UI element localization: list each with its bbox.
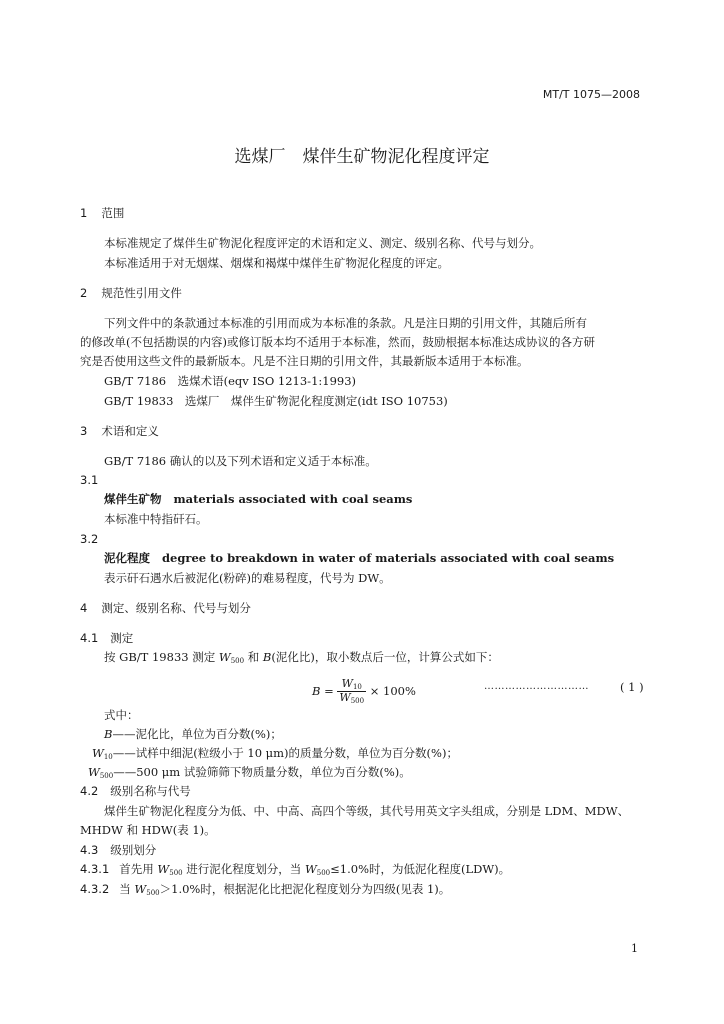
section-number: 4: [80, 601, 88, 615]
var-w: W: [88, 765, 100, 779]
subscript: 500: [146, 889, 160, 897]
text-run: ——试样中细泥(粒级小于 10 μm)的质量分数，单位为百分数(%)；: [112, 746, 458, 760]
variable-definition: [92, 746, 458, 761]
page-title: 选煤厂 煤伴生矿物泥化程度评定: [234, 147, 490, 167]
clause-number: 3.2: [80, 532, 99, 546]
clause-title: 级别名称与代号: [110, 784, 191, 798]
section-title: 范围: [101, 206, 125, 220]
text-run: ＞1.0%时，根据泥化比把泥化程度划分为四级(见表 1)。: [159, 882, 451, 896]
clause-title: 级别划分: [110, 843, 157, 857]
var-w: W: [304, 862, 317, 876]
where-label: 式中：: [104, 708, 139, 722]
formula-lhs: B: [312, 683, 321, 698]
term-entry: [104, 492, 412, 507]
formula-fraction: [337, 678, 366, 703]
var-w: W: [218, 650, 231, 664]
text-run: 和: [244, 650, 263, 664]
paragraph-line: 究是否使用这些文件的最新版本。凡是不注日期的引用文件，其最新版本适用于本标准。: [80, 354, 529, 368]
variable-definition: [104, 727, 282, 742]
section-3-heading: [80, 424, 159, 439]
section-number: 1: [80, 206, 88, 220]
var-w: W: [92, 746, 104, 760]
term-en: materials associated with coal seams: [173, 492, 413, 506]
text-run: (泥化比)，取小数点后一位，计算公式如下：: [271, 650, 499, 664]
term-cn: 煤伴生矿物: [104, 492, 162, 506]
formula-tag: ( 1 ): [620, 680, 644, 694]
clause-4-2-heading: [80, 784, 191, 799]
page-number: 1: [631, 942, 638, 955]
fraction-denominator: [337, 692, 366, 704]
paragraph-line: 下列文件中的条款通过本标准的引用而成为本标准的条款。凡是注日期的引用文件，其随后所有: [104, 316, 587, 330]
text-run: ——500 μm 试验筛筛下物质量分数，单位为百分数(%)。: [113, 765, 411, 779]
subscript: 500: [99, 772, 114, 780]
paragraph: GB/T 7186 确认的以及下列术语和定义适于本标准。: [104, 454, 377, 468]
section-number: 2: [80, 286, 88, 300]
subscript: 500: [230, 657, 245, 665]
paragraph: [104, 650, 499, 665]
subscript: 500: [169, 869, 183, 877]
var-w: W: [157, 862, 170, 876]
text-run: ≤1.0%时，为低泥化程度(LDW)。: [330, 862, 511, 876]
clause-number: 4.3.2: [80, 882, 110, 896]
clause-4-3-heading: [80, 843, 156, 858]
term-entry: [104, 551, 614, 566]
text-run: 当: [119, 882, 135, 896]
section-2-heading: [80, 286, 182, 301]
term-cn: 泥化程度: [104, 551, 150, 565]
clause-number: 4.3.1: [80, 862, 110, 876]
formula-eq: =: [320, 683, 338, 698]
reference-item: GB/T 7186 选煤术语(eqv ISO 1213-1:1993): [104, 374, 357, 388]
paragraph-line: 的修改单(不包括勘误的内容)或修订版本均不适用于本标准，然而，鼓励根据本标准达成协议的各方研: [80, 335, 595, 349]
section-4-heading: [80, 601, 251, 616]
clause-4-3-2: [80, 882, 450, 897]
section-1-heading: [80, 206, 124, 221]
reference-item: GB/T 19833 选煤厂 煤伴生矿物泥化程度测定(idt ISO 10753): [104, 394, 448, 408]
subscript: 500: [350, 696, 365, 705]
section-title: 测定、级别名称、代号与划分: [101, 601, 251, 615]
clause-4-1-heading: [80, 631, 133, 646]
var-w: W: [339, 690, 351, 704]
paragraph: 本标准适用于对无烟煤、烟煤和褐煤中煤伴生矿物泥化程度的评定。: [104, 256, 449, 270]
text-run: 首先用: [119, 862, 158, 876]
formula: [312, 673, 416, 709]
clause-4-3-1: [80, 862, 510, 877]
text-run: 进行泥化程度划分，当: [182, 862, 305, 876]
formula-rhs: × 100%: [366, 683, 416, 698]
clause-title: 测定: [110, 631, 134, 645]
section-title: 术语和定义: [101, 424, 159, 438]
subscript: 500: [316, 869, 331, 877]
section-title: 规范性引用文件: [101, 286, 182, 300]
var-b: B: [262, 650, 272, 664]
term-en: degree to breakdown in water of materials associated with coal seams: [162, 551, 615, 565]
subscript: 10: [352, 683, 362, 692]
text-run: ——泥化比，单位为百分数(%)；: [112, 727, 282, 741]
var-w: W: [134, 882, 147, 896]
paragraph: 本标准规定了煤伴生矿物泥化程度评定的术语和定义、测定、级别名称、代号与划分。: [104, 236, 541, 250]
term-definition: 本标准中特指矸石。: [104, 512, 208, 526]
doc-code: MT/T 1075—2008: [542, 88, 640, 101]
section-number: 3: [80, 424, 88, 438]
paragraph-line: 煤伴生矿物泥化程度分为低、中、中高、高四个等级，其代号用英文字头组成，分别是 LDM、MDW、: [104, 804, 630, 818]
variable-definition: [88, 765, 411, 780]
clause-number: 4.1: [80, 631, 99, 645]
var-b: B: [104, 727, 113, 741]
text-run: 按 GB/T 19833 测定: [104, 650, 219, 664]
var-w: W: [341, 677, 353, 691]
subscript: 10: [103, 753, 113, 761]
clause-number: 3.1: [80, 473, 99, 487]
term-definition: 表示矸石遇水后被泥化(粉碎)的难易程度，代号为 DW。: [104, 571, 391, 585]
formula-leader-dots: …………………………: [484, 681, 589, 692]
clause-number: 4.3: [80, 843, 99, 857]
clause-number: 4.2: [80, 784, 99, 798]
paragraph-line: MHDW 和 HDW(表 1)。: [80, 823, 216, 837]
